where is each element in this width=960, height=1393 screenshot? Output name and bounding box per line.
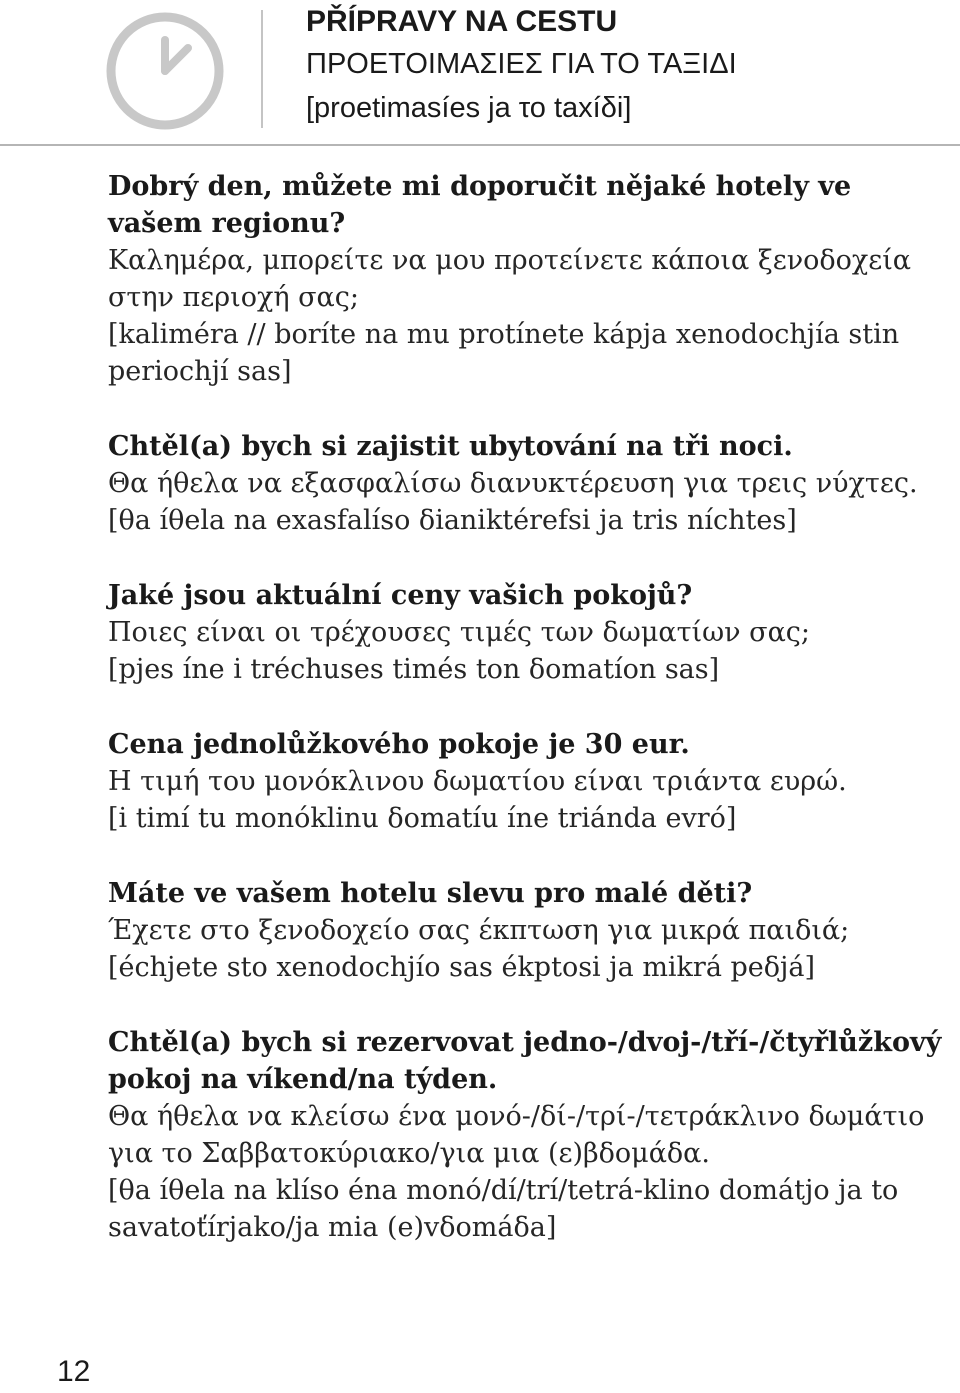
phrase-transcription: [i timí tu monóklinu δomatíu íne triánda evró] [108,803,737,834]
phrase-transcription: [kaliméra // boríte na mu protínete kápja xenodochjía stin periochjí sas] [108,319,900,387]
header-divider [261,10,263,128]
czech-phrase: Máte ve vašem hotelu slevu pro malé děti? [108,878,753,909]
phrase-transcription: [pjes íne i tréchuses timés ton δomatíon sas] [108,654,720,685]
page-number: 12 [57,1355,91,1388]
phrase-transcription: [θa íθela na exasfalíso δianiktérefsi ja tris níchtes] [108,505,797,536]
header-rule [0,144,960,146]
clock-icon [104,10,226,132]
chapter-title-greek: ΠΡΟΕΤΟΙΜΑΣΙΕΣ ΓΙΑ ΤΟ ΤΑΞΙΔΙ [306,48,737,80]
chapter-title: PŘÍPRAVY NA CESTU [306,5,618,38]
greek-phrase: Θα ήθελα να κλείσω ένα μονό-/δί-/τρί-/τετράκλινο δωμάτιο για το Σαββατοκύριακο/για μια (ε)βδομάδα. [108,1101,925,1169]
czech-phrase: Chtěl(a) bych si zajistit ubytování na tři noci. [108,431,793,462]
greek-phrase: Ποιες είναι οι τρέχουσες τιμές των δωματίων σας; [108,617,811,648]
chapter-header [306,2,737,130]
phrase-block [108,428,948,539]
phrase-block [108,875,948,986]
greek-phrase: Έχετε στο ξενοδοχείο σας έκπτωση για μικρά παιδιά; [108,915,850,946]
phrase-list [108,168,948,1284]
czech-phrase: Cena jednolůžkového pokoje je 30 eur. [108,729,690,760]
phrase-block [108,577,948,688]
greek-phrase: Θα ήθελα να εξασφαλίσω διανυκτέρευση για τρεις νύχτες. [108,468,918,499]
greek-phrase: Καλημέρα, μπορείτε να μου προτείνετε κάποια ξενοδοχεία στην περιοχή σας; [108,245,912,313]
czech-phrase: Chtěl(a) bych si rezervovat jedno-/dvoj-/tří-/čtyřlůžkový pokoj na víkend/na týden. [108,1027,942,1095]
greek-phrase: Η τιμή του μονόκλινου δωματίου είναι τριάντα ευρώ. [108,766,847,797]
czech-phrase: Jaké jsou aktuální ceny vašich pokojů? [108,580,693,611]
phrase-block [108,1024,948,1246]
phrase-block [108,168,948,390]
phrase-transcription: [θa íθela na klíso éna monó/dí/trí/tetrá-klino domátjo ja to savatoťírjako/ja mia (e)vδomáδa] [108,1175,899,1243]
chapter-title-transcription: [proetimasíes ja το taxíδi] [306,92,632,124]
czech-phrase: Dobrý den, můžete mi doporučit nějaké hotely ve vašem regionu? [108,171,852,239]
phrase-block [108,726,948,837]
phrase-transcription: [échjete sto xenodochjío sas ékptosi ja mikrá peδjá] [108,952,816,983]
